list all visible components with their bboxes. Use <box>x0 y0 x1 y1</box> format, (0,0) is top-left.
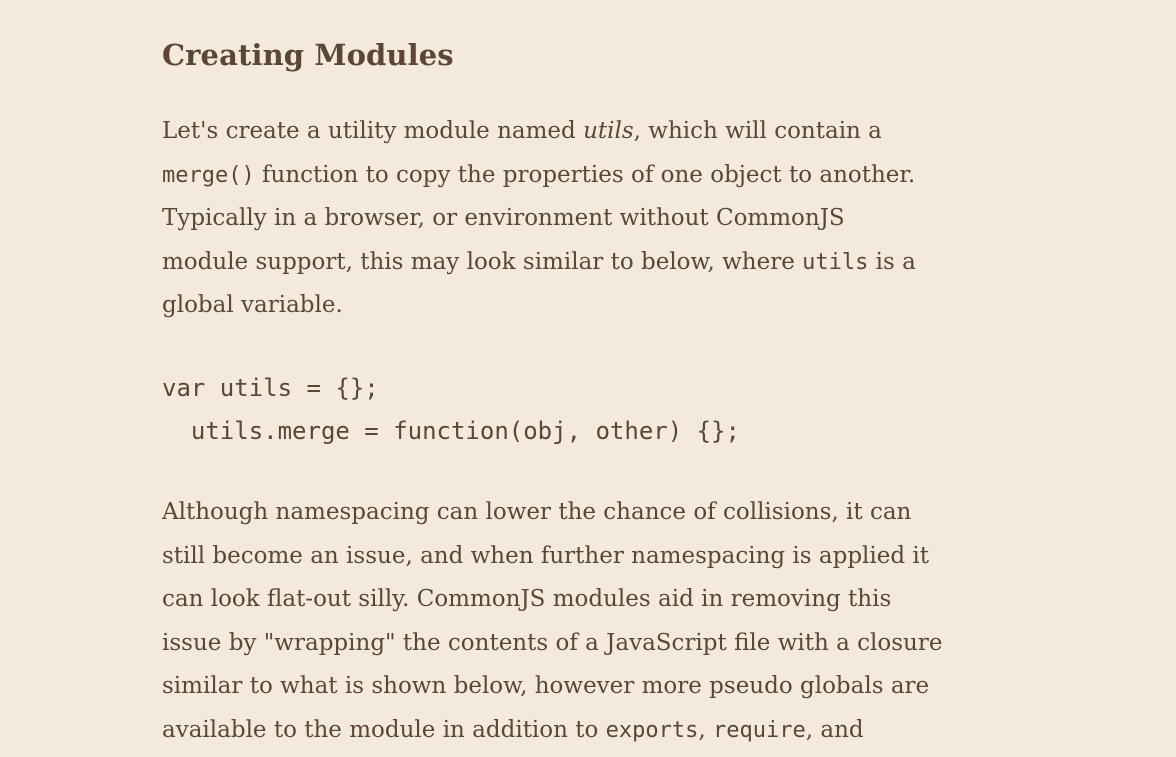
inline-code-exports: exports <box>605 717 699 743</box>
text-span: , and <box>805 716 864 743</box>
paragraph-line: issue by "wrapping" the contents of a JavaScript file with a closure <box>162 629 943 656</box>
paragraph-line: global variable. <box>162 292 343 318</box>
text-span: Let's create a utility module named <box>162 118 584 144</box>
text-span: function to copy the properties of one object to another. <box>254 161 916 188</box>
text-span: , which will contain a <box>633 118 882 144</box>
paragraph-line <box>162 154 962 198</box>
intro-paragraph <box>162 110 962 328</box>
inline-code-merge: merge() <box>162 162 255 188</box>
text-span: module support, this may look similar to below, where <box>162 248 803 275</box>
paragraph-line: can look flat-out silly. CommonJS modules aid in removing this <box>162 586 892 612</box>
emphasis-utils: utils <box>583 118 634 144</box>
paragraph-line: similar to what is shown below, however more pseudo globals are <box>162 673 930 699</box>
paragraph-line <box>162 241 962 285</box>
inline-code-utils: utils <box>802 249 869 275</box>
paragraph-line <box>162 709 962 753</box>
text-span: available to the module in addition to <box>162 716 606 743</box>
code-block <box>162 367 740 453</box>
code-line: utils.merge = function(obj, other) {}; <box>162 417 740 445</box>
paragraph-line: Although namespacing can lower the chance of collisions, it can <box>162 499 912 525</box>
paragraph-line: Typically in a browser, or environment without CommonJS <box>162 205 845 231</box>
text-span: , <box>698 716 714 743</box>
paragraph-line: still become an issue, and when further namespacing is applied it <box>162 542 930 569</box>
code-line: var utils = {}; <box>162 374 379 402</box>
namespacing-paragraph <box>162 491 962 752</box>
inline-code-require: require <box>713 717 806 743</box>
section-title: Creating Modules <box>162 38 454 72</box>
paragraph-line <box>162 110 962 154</box>
text-span: is a <box>868 248 916 275</box>
